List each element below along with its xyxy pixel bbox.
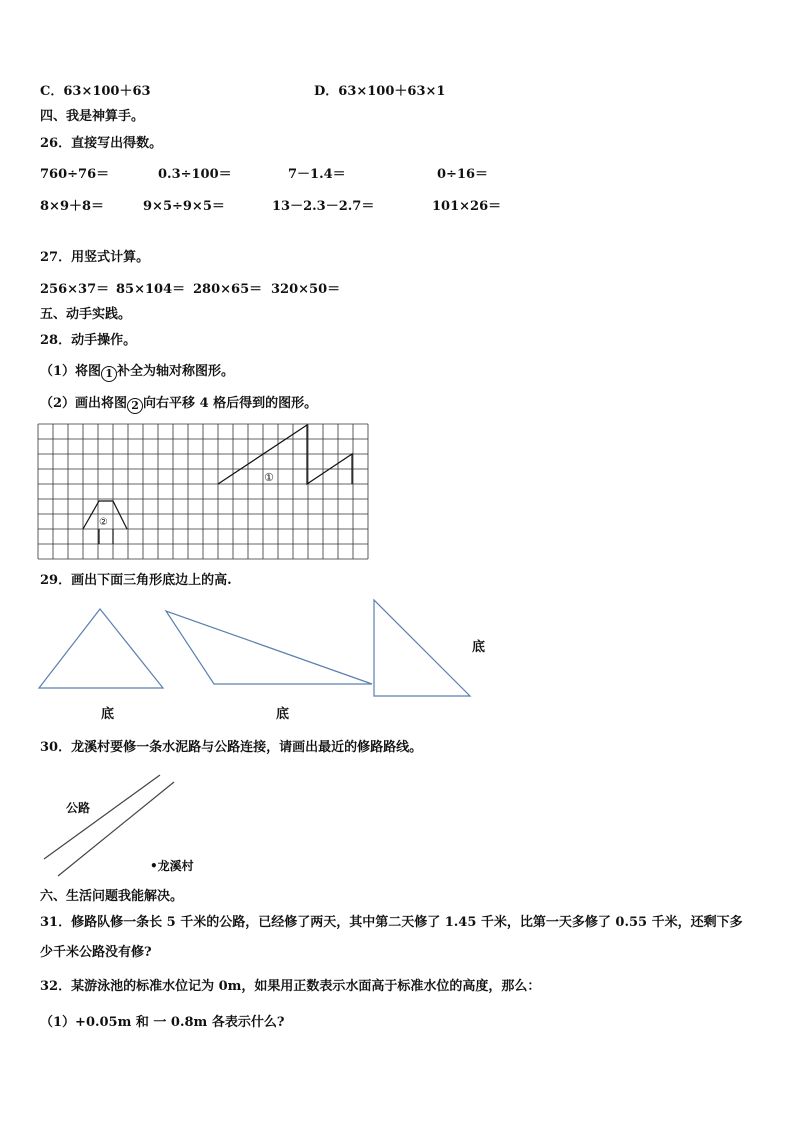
option-c: C．63×100＋63: [40, 84, 151, 99]
q28-part1-post: 补全为轴对称图形。: [117, 364, 235, 379]
q28-prompt: 28．动手操作。: [40, 333, 137, 348]
q26-item: 7－1.4＝: [288, 167, 346, 182]
triangle-2: [166, 611, 372, 684]
section4-title: 四、我是神算手。: [40, 109, 145, 124]
q27-item: 320×50＝: [271, 282, 341, 297]
section6-title: 六、生活问题我能解决。: [40, 889, 184, 904]
q28-part1: [40, 364, 234, 382]
q28-part2-post: 向右平移 4 格后得到的图形。: [143, 396, 318, 411]
section5-title: 五、动手实践。: [40, 307, 132, 322]
q26-prompt: 26．直接写出得数。: [40, 136, 163, 151]
q28-part1-pre: （1）将图: [40, 364, 102, 379]
triangle-3: [374, 600, 470, 696]
q28-part2: [40, 396, 317, 414]
circled-number-1: 1: [101, 366, 117, 382]
q27-prompt: 27．用竖式计算。: [40, 250, 150, 265]
q29-triangles: [0, 595, 794, 695]
q27-item: 85×104＝: [116, 282, 186, 297]
q26-item: 13－2.3－2.7＝: [272, 199, 375, 214]
q26-item: 8×9＋8＝: [40, 199, 105, 214]
q31-line1: 31．修路队修一条长 5 千米的公路，已经修了两天，其中第二天修了 1.45 千米，比第一天多修了 0.55 千米，还剩下多: [40, 915, 743, 930]
q28-grid-figure: [38, 424, 368, 560]
grid-lines: [38, 424, 368, 559]
q27-item: 280×65＝: [193, 282, 263, 297]
q26-item: 0.3÷100＝: [158, 167, 232, 182]
triangle-1: [39, 609, 163, 688]
q31-line2: 少千米公路没有修?: [40, 945, 152, 960]
q26-item: 760÷76＝: [40, 167, 110, 182]
q29-prompt: 29．画出下面三角形底边上的高.: [40, 573, 232, 588]
figure-1-shape: [218, 425, 352, 484]
q27-item: 256×37＝: [40, 282, 110, 297]
figure-2-label: ②: [99, 517, 108, 528]
q30-road-figure: [0, 770, 794, 880]
q30-prompt: 30．龙溪村要修一条水泥路与公路连接，请画出最近的修路路线。: [40, 740, 423, 755]
base-label-1: 底: [101, 707, 115, 722]
q28-part2-pre: （2）画出将图: [40, 396, 128, 411]
village-label: •龙溪村: [150, 859, 194, 873]
circled-number-2: 2: [127, 398, 143, 414]
q26-item: 101×26＝: [432, 199, 502, 214]
q32-part1: （1）+0.05m 和 一 0.8m 各表示什么?: [40, 1015, 285, 1030]
q26-item: 9×5÷9×5＝: [143, 199, 225, 214]
q32-line1: 32．某游泳池的标准水位记为 0m，如果用正数表示水面高于标准水位的高度，那么：: [40, 979, 541, 994]
road-label: 公路: [66, 801, 91, 815]
base-label-3: 底: [472, 640, 486, 655]
base-label-2: 底: [276, 707, 290, 722]
figure-1-label: ①: [264, 471, 274, 484]
q26-item: 0÷16＝: [437, 167, 489, 182]
option-d: D．63×100＋63×1: [314, 84, 446, 99]
road-line: [44, 775, 160, 859]
